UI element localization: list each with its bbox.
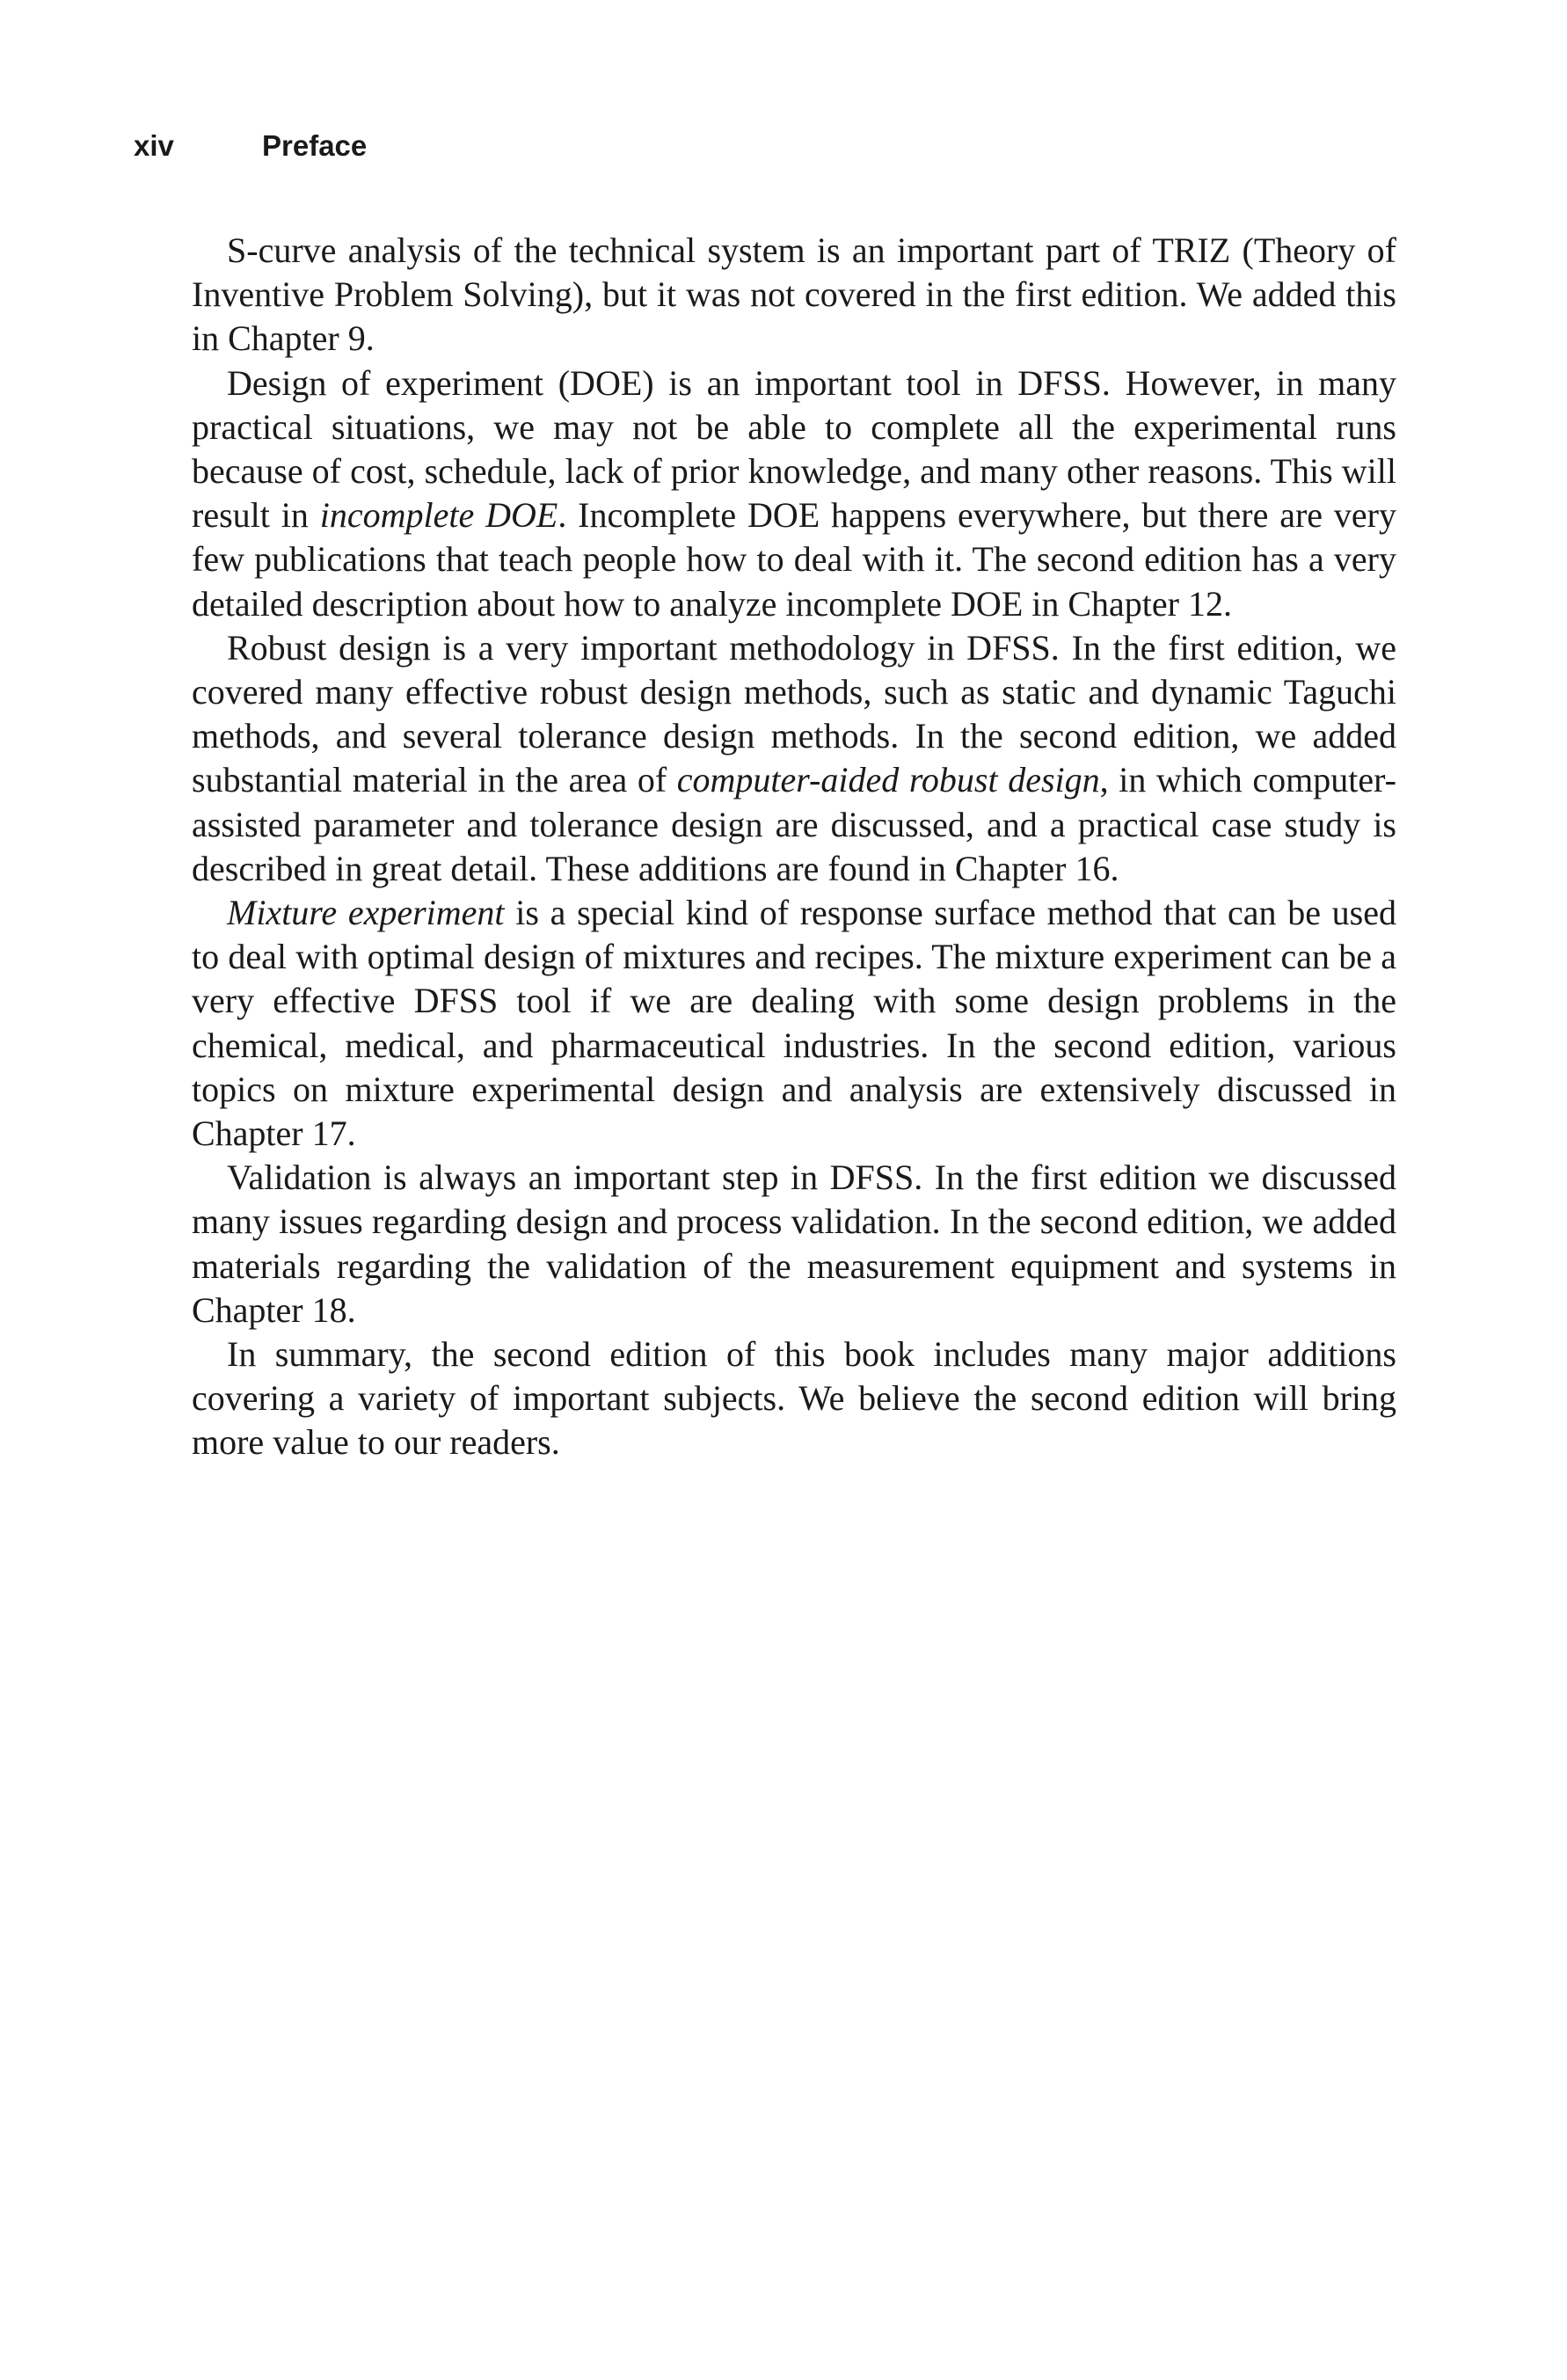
paragraph-text: Validation is always an important step in DFSS. In the first edition we discussed many issues regarding design and process validation. In the second edition, we added materials regarding the validation of the measurement equipment and systems in Chapter 18. xyxy=(192,1157,1396,1330)
section-title: Preface xyxy=(262,129,368,162)
paragraph-summary xyxy=(192,1332,1396,1465)
paragraph-doe xyxy=(192,361,1396,626)
paragraph-text: , in which computer-assisted parameter and tolerance design are discussed, and a practical case study is described in great detail. These additions are found in Chapter 16. xyxy=(192,760,1396,888)
emphasis-text: Mixture experiment xyxy=(227,893,505,933)
emphasis-text: computer-aided robust design xyxy=(676,760,1100,800)
paragraph-text: S-curve analysis of the technical system is an important part of TRIZ (Theory of Inventive Problem Solving), but it was not covered in the first edition. We added this in Chapter 9. xyxy=(192,230,1396,359)
running-head xyxy=(134,127,367,165)
paragraph-text: Robust design is a very important methodology in DFSS. In the first edition, we covered many effective robust design methods, such as static and dynamic Taguchi methods, and several tolerance design methods. In the second edition, we added substantial material in the area of xyxy=(192,627,1396,800)
paragraph-validation xyxy=(192,1156,1396,1332)
paragraph-text: . Incomplete DOE happens everywhere, but there are very few publications that teach people how to deal with it. The second edition has a very detailed description about how to analyze incomplete DOE in Chapter 12. xyxy=(192,495,1397,624)
page-number: xiv xyxy=(134,129,174,162)
paragraph-mixture xyxy=(192,891,1396,1156)
emphasis-text: incomplete DOE xyxy=(319,495,558,536)
paragraph-text: In summary, the second edition of this book includes many major additions covering a variety of important subjects. We believe the second edition will bring more value to our readers. xyxy=(192,1334,1396,1463)
paragraph-scurve xyxy=(192,229,1396,361)
paragraph-text: is a special kind of response surface method that can be used to deal with optimal design of mixtures and recipes. The mixture experiment can be a very effective DFSS tool if we are dealing with some design problems in the chemical, medical, and pharmaceutical industries. In the second edition, various topics on mixture experimental design and analysis are extensively discussed in Chapter 17. xyxy=(192,893,1396,1154)
paragraph-robust-design xyxy=(192,626,1396,891)
paragraph-text: Design of experiment (DOE) is an important tool in DFSS. However, in many practical situations, we may not be able to complete all the experimental runs because of cost, schedule, lack of prior knowledge, and many other reasons. This will result in xyxy=(192,362,1396,536)
body-text xyxy=(192,229,1396,1465)
